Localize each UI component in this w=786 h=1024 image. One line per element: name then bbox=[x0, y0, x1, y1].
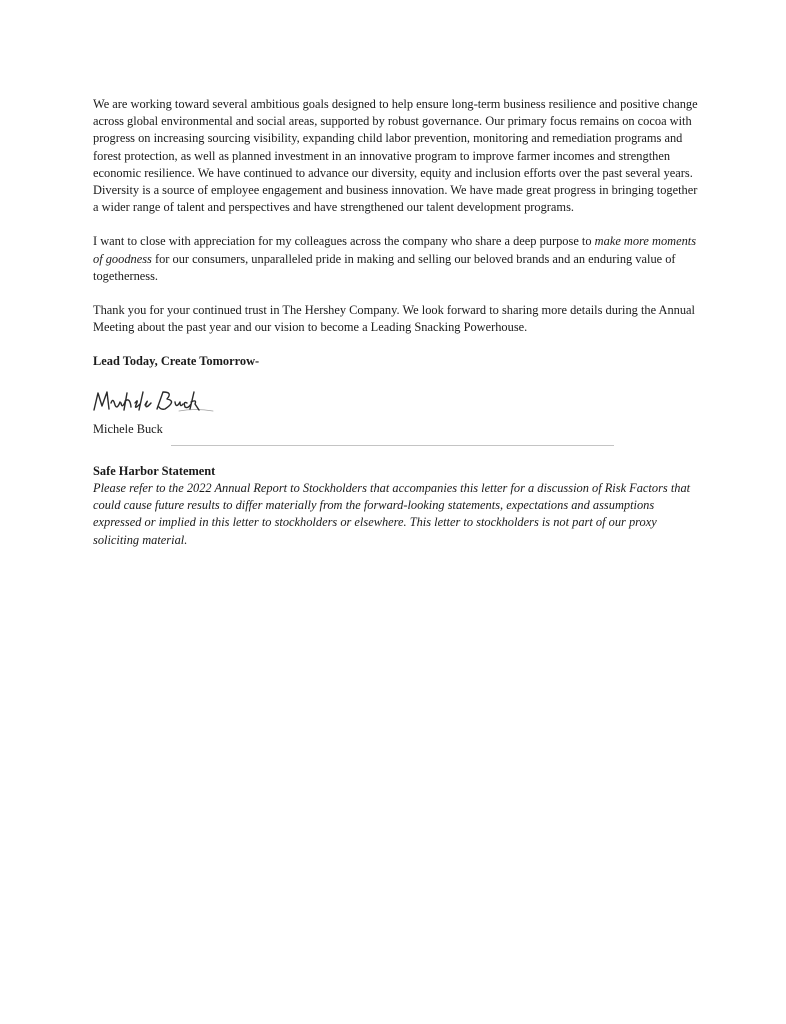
appreciation-text-end: for our consumers, unparalleled pride in making and selling our beloved brands and an enduring value of togetherness. bbox=[93, 251, 676, 283]
body-paragraph-goals: We are working toward several ambitious goals designed to help ensure long-term business resilience and positive change across global environmental and social areas, supported by robust governance. Our primary focus remains on cocoa with progress on increasing sourcing visibility, expanding child labor prevention, monitoring and remediation programs and forest protection, as well as planned investment in an innovative program to improve farmer incomes and strengthen economic resilience. We have continued to advance our diversity, equity and inclusion efforts over the past several years. Diversity is a source of employee engagement and business innovation. We have made great progress in bringing together a wider range of talent and perspectives and have strengthened our talent development programs. bbox=[93, 97, 698, 215]
appreciation-text-start: I want to close with appreciation for my colleagues across the company who share a deep purpose to bbox=[93, 234, 595, 249]
appreciation-emphasis: make more moments of goodness bbox=[93, 234, 697, 266]
letter-page bbox=[93, 96, 699, 549]
safe-harbor-heading: Safe Harbor Statement bbox=[93, 463, 216, 478]
safe-harbor-body: Please refer to the 2022 Annual Report to Stockholders that accompanies this letter for a discussion of Risk Factors that could cause future results to differ materially from the forward-looking statements, expectations and assumptions expressed or implied in this letter to stockholders or elsewhere. This letter to stockholders is not part of our proxy soliciting material. bbox=[93, 481, 691, 547]
signer-name: Michele Buck bbox=[93, 421, 163, 436]
closing-line: Lead Today, Create Tomorrow- bbox=[93, 354, 260, 369]
body-paragraph-appreciation bbox=[93, 233, 699, 285]
section-divider bbox=[171, 445, 614, 446]
body-paragraph-thanks: Thank you for your continued trust in The Hershey Company. We look forward to sharing more details during the Annual Meeting about the past year and our vision to become a Leading Snacking Powerhouse. bbox=[93, 303, 696, 335]
signature-image bbox=[91, 383, 219, 419]
